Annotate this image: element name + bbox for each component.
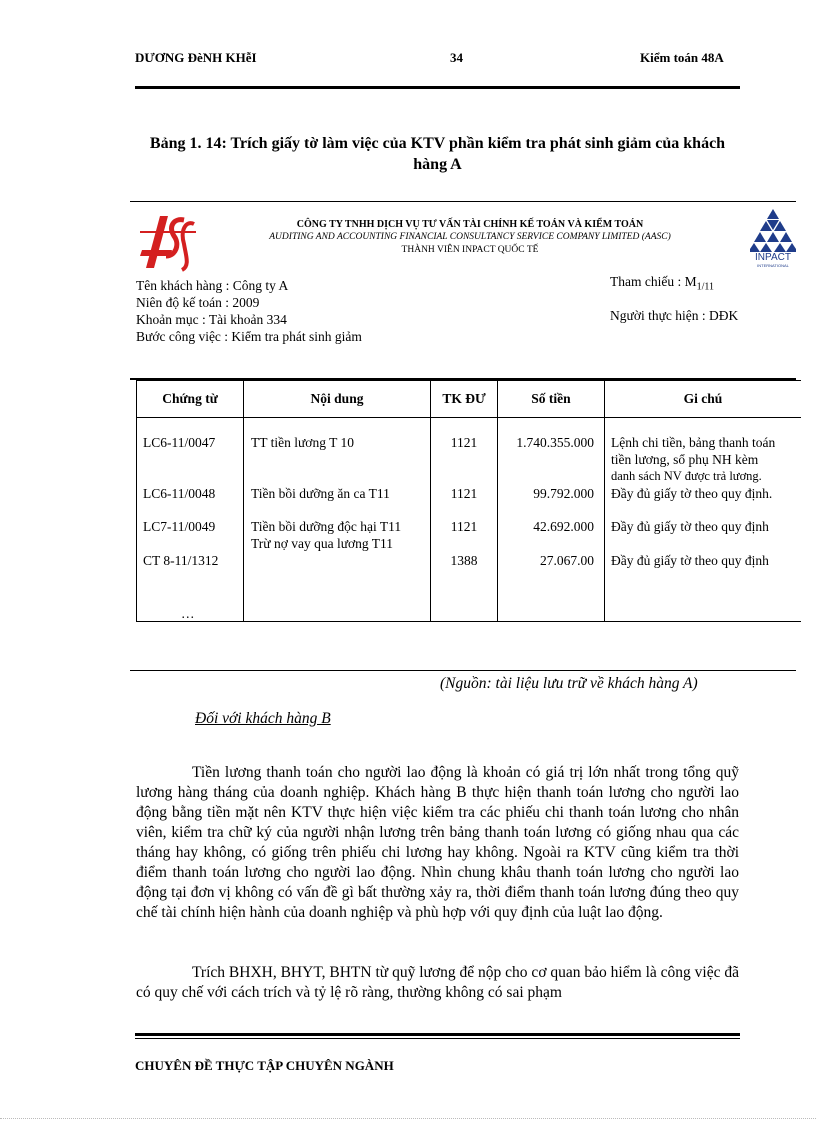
note: Đầy đủ giấy tờ theo quy định. (611, 486, 773, 501)
account-code: 1121 (450, 435, 478, 450)
inpact-logo-icon (750, 207, 796, 253)
th-amount: Số tiền (498, 381, 605, 418)
table-row (137, 418, 802, 622)
info-year: Niên độ kế toán : 2009 (136, 295, 260, 310)
note: danh sách NV được trả lương. (611, 469, 762, 483)
content-item: Tiền bồi dưỡng ăn ca T11 (251, 486, 390, 501)
note: tiền lương, sổ phụ NH kèm (611, 452, 759, 467)
inpact-logo-text: INPACT (755, 252, 791, 263)
doc-number: LC6-11/0047 (143, 435, 216, 450)
info-client: Tên khách hàng : Công ty A (136, 278, 289, 293)
header-page-number: 34 (450, 50, 463, 65)
box-top-rule (130, 201, 796, 202)
note: Lệnh chi tiền, bảng thanh toán (611, 435, 776, 450)
info-performer: Người thực hiện : DĐK (610, 308, 739, 323)
paragraph-2: Trích BHXH, BHYT, BHTN từ quỹ lương để nộp cho cơ quan bảo hiểm là công việc đã có quy chế với cách trích và tỷ lệ rõ ràng, thường không có sai phạm (136, 964, 739, 1001)
footer-text: CHUYÊN ĐỀ THỰC TẬP CHUYÊN NGÀNH (135, 1058, 394, 1073)
paragraph-1: Tiền lương thanh toán cho người lao động là khoản có giá trị lớn nhất trong tổng quỹ lương hàng tháng của doanh nghiệp. Khách hàng B thực hiện thanh toán lương cho người lao động bằng tiền mặt nên KTV thực hiện việc kiểm tra các phiếu chi thanh toán lương cho nhân viên, kiểm tra chữ ký của người nhận lương trên bảng thanh toán lương có giống nhau qua các tháng hay không, có giống trên phiếu chi lương hay không. Ngoài ra KTV cũng kiểm tra thời điểm thanh toán lương cho người lao động. Nhìn chung khâu thanh toán lương cho người lao động tại đơn vị không có vấn đề gì bất thường xảy ra, thời điểm thanh toán lương đúng theo quy chế tài chính hiện hành của doanh nghiệp và phù hợp với quy định của luật lao động. (136, 764, 739, 921)
reference-label: Tham chiếu : M (610, 274, 697, 289)
transactions-table (136, 380, 801, 622)
footer-rule-thin (135, 1038, 740, 1039)
doc-number: LC6-11/0048 (143, 486, 216, 501)
content-item: Tiền bồi dưỡng độc hại T11 (251, 519, 402, 534)
header-author: DƯƠNG ĐèNH KHễI (135, 50, 257, 65)
info-step: Bước công việc : Kiểm tra phát sinh giảm (136, 329, 362, 344)
amount: 99.792.000 (533, 486, 594, 501)
source-note: (Nguồn: tài liệu lưu trữ về khách hàng A) (440, 675, 698, 692)
th-doc: Chứng từ (137, 381, 244, 418)
th-account: TK ĐƯ (431, 381, 498, 418)
aasc-logo-icon (138, 210, 198, 274)
company-member: THÀNH VIÊN INPACT QUỐC TẾ (401, 245, 539, 255)
doc-number: LC7-11/0049 (143, 519, 216, 534)
footer-rule-thick (135, 1033, 740, 1036)
note: Đầy đủ giấy tờ theo quy định (611, 553, 769, 568)
info-item: Khoản mục : Tài khoản 334 (136, 312, 287, 327)
page-title: Bảng 1. 14: Trích giấy tờ làm việc của KTV phần kiểm tra phát sinh giảm của khách hàng A (149, 135, 726, 173)
amount: 1.740.355.000 (516, 435, 594, 450)
th-note: Gi chú (605, 381, 802, 418)
reference-sub: 1/11 (696, 281, 715, 293)
account-code: 1121 (450, 519, 478, 534)
box-bottom-rule (130, 670, 796, 671)
note: Đầy đủ giấy tờ theo quy định (611, 519, 769, 534)
amount: 27.067.00 (540, 553, 594, 568)
table-header-row (137, 381, 802, 418)
info-reference (610, 273, 714, 296)
account-code: 1121 (450, 486, 478, 501)
header-class: Kiểm toán 48A (640, 50, 724, 65)
amount: 42.692.000 (533, 519, 594, 534)
content-item: TT tiền lương T 10 (251, 435, 354, 450)
account-code: 1388 (450, 553, 478, 568)
company-name-vn: CÔNG TY TNHH DỊCH VỤ TƯ VẤN TÀI CHÍNH KẾ TOÁN VÀ KIỂM TOÁN (296, 219, 644, 230)
doc-number: CT 8-11/1312 (143, 553, 219, 568)
inpact-logo-subtext: INTERNATIONAL (757, 263, 789, 268)
company-name-en: AUDITING AND ACCOUNTING FINANCIAL CONSULTANCY SERVICE COMPANY LIMITED (AASC) (269, 232, 671, 242)
page-bottom-dotted-rule (0, 1118, 816, 1119)
header-rule (135, 86, 740, 89)
content-item: Trừ nợ vay qua lương T11 (251, 536, 394, 551)
th-content: Nội dung (244, 381, 431, 418)
section-heading: Đối với khách hàng B (195, 710, 331, 727)
doc-number-ellipsis: … (181, 606, 195, 621)
